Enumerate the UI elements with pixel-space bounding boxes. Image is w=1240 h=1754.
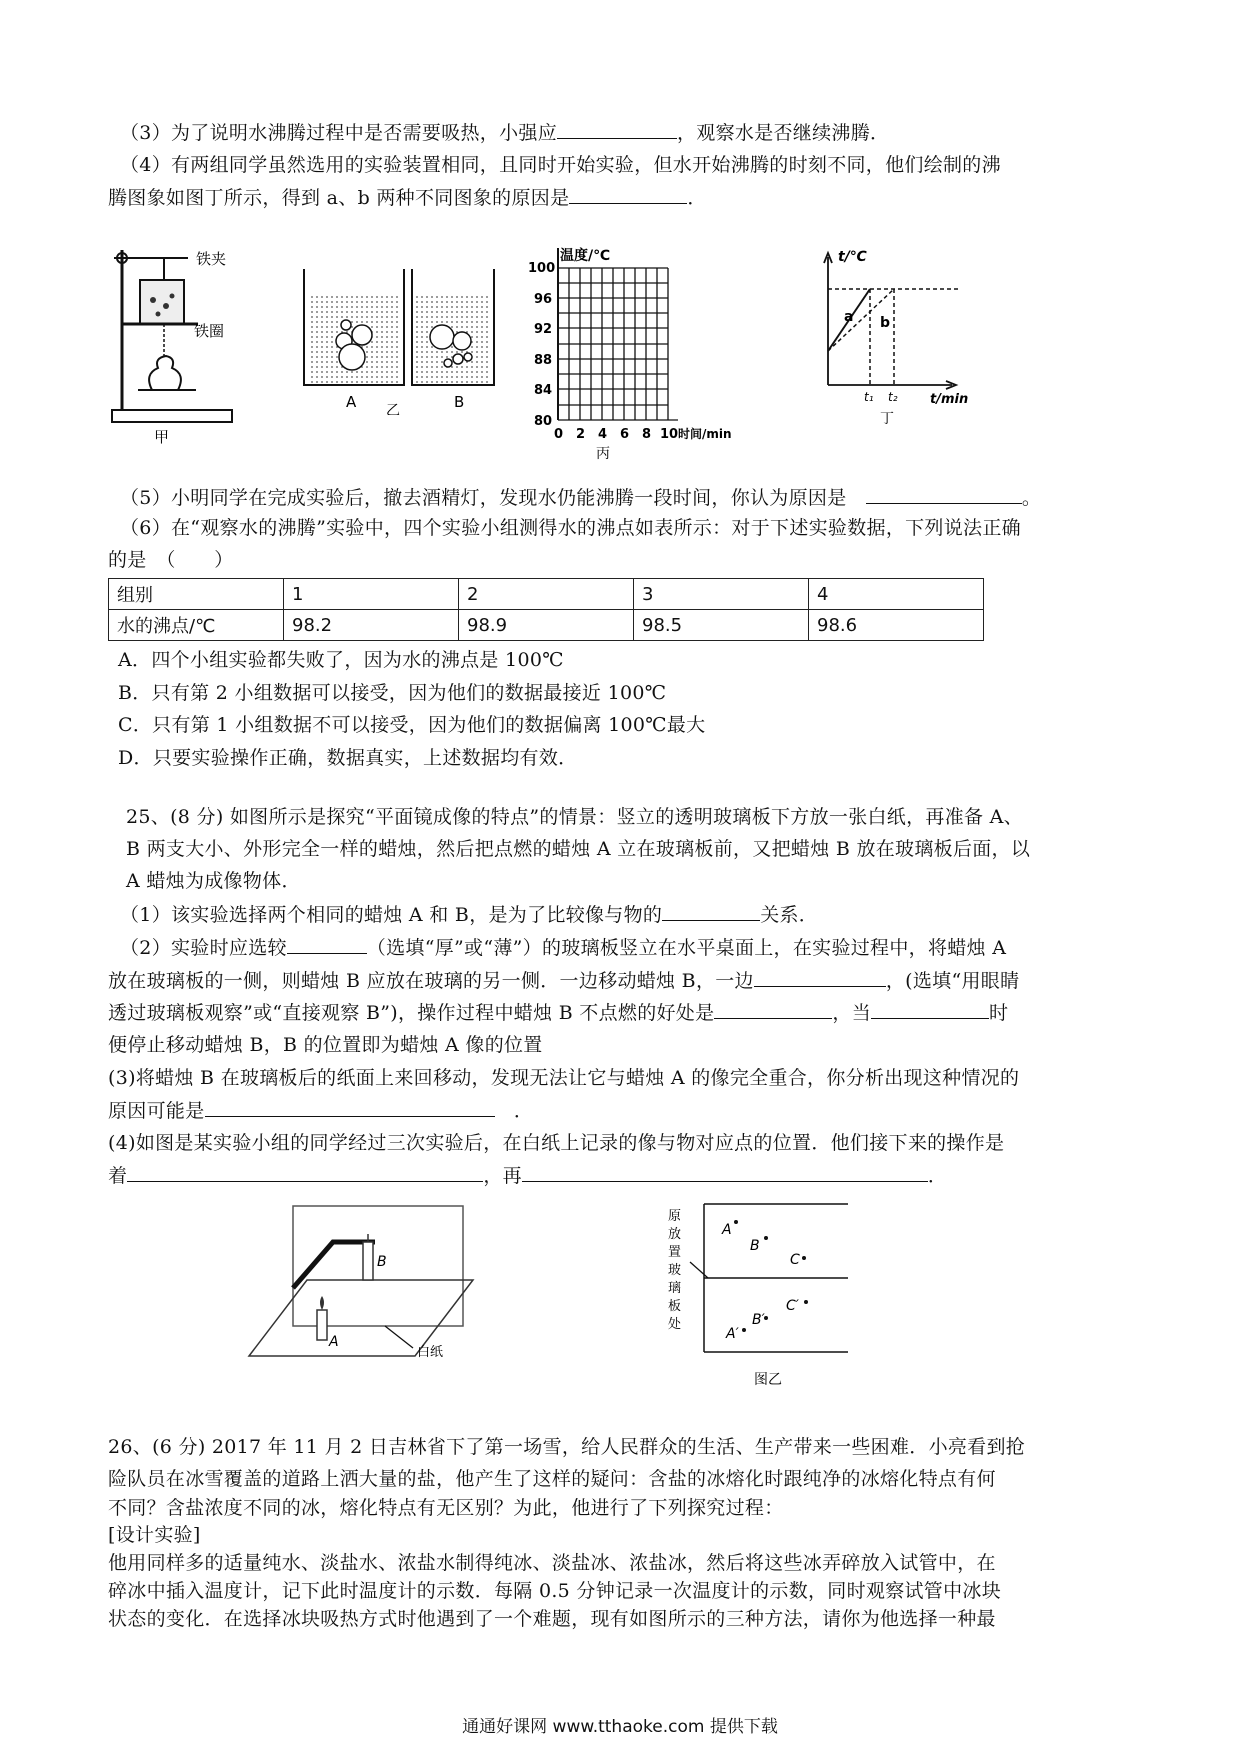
bing-xtick: 0	[554, 427, 564, 442]
side-label-char: 璃	[668, 1281, 682, 1296]
q25-line3: A 蜡烛为成像物体．	[126, 870, 301, 892]
bing-xtick: 10	[660, 427, 679, 442]
table-row	[109, 610, 984, 641]
table-cell: 98.5	[634, 610, 809, 641]
bing-ytick: 84	[534, 383, 553, 398]
q24-part5: （5）小明同学在完成实验后，撤去酒精灯，发现水仍能沸腾一段时间，你认为原因是 。	[120, 483, 1041, 512]
bing-ytick: 80	[534, 414, 553, 429]
side-label-char: 玻	[668, 1263, 682, 1278]
table-cell: 98.2	[284, 610, 459, 641]
figure-yi	[300, 265, 495, 415]
bing-ytick: 88	[534, 353, 553, 368]
q25-part2-line4: 便停止移动蜡烛 B，B 的位置即为蜡烛 A 像的位置	[108, 1034, 543, 1056]
q25-part1-blank[interactable]	[662, 900, 760, 921]
figure-bing	[520, 240, 745, 462]
label-yi-b: B	[454, 393, 465, 411]
bing-xtick: 4	[598, 427, 608, 442]
bing-ytick: 96	[534, 292, 553, 307]
label-tiejia: 铁夹	[196, 250, 227, 268]
q26-line3: 不同？含盐浓度不同的冰，熔化特点有无区别？为此，他进行了下列探究过程：	[108, 1497, 784, 1519]
figure-yi-points	[662, 1200, 852, 1390]
table-cell: 水的沸点/℃	[109, 610, 284, 641]
table-cell: 组别	[109, 579, 284, 610]
ding-t1: t₁	[864, 390, 874, 404]
q24-part4-line1: （4）有两组同学虽然选用的实验装置相同，且同时开始实验，但水开始沸腾的时刻不同，他们绘制的沸	[120, 154, 1001, 176]
q25-part4-line1: (4)如图是某实验小组的同学经过三次实验后，在白纸上记录的像与物对应点的位置．他们接下来的操作是	[108, 1132, 1005, 1154]
q25-part4-blank1[interactable]	[127, 1161, 483, 1182]
q26-line1: 26、(6 分) 2017 年 11 月 2 日吉林省下了第一场雪，给人民群众的生活、生产带来一些困难．小亮看到抢	[108, 1436, 1026, 1458]
label-candle-a: A	[329, 1334, 339, 1350]
table-cell: 98.6	[809, 610, 984, 641]
point-c-prime: C′	[786, 1298, 799, 1314]
ding-label-a: a	[844, 309, 854, 325]
ding-t2: t₂	[888, 390, 898, 404]
q25-part2-blank1[interactable]	[287, 933, 367, 954]
table-cell: 4	[809, 579, 984, 610]
point-c: C	[790, 1252, 800, 1268]
q25-part2-line3: 透过玻璃板观察”或“直接观察 B”)，操作过程中蜡烛 B 不点燃的好处是 ，当 时	[108, 998, 1008, 1027]
option-b[interactable]: B．只有第 2 小组数据可以接受，因为他们的数据最接近 100℃	[118, 682, 667, 704]
q24-part4-blank[interactable]	[569, 183, 687, 204]
option-d[interactable]: D．只要实验操作正确，数据真实，上述数据均有效．	[118, 747, 578, 769]
point-a-prime: A′	[726, 1326, 739, 1342]
bing-xtick: 6	[620, 427, 630, 442]
figure-jia	[108, 240, 258, 445]
q25-part3-line1: (3)将蜡烛 B 在玻璃板后的纸面上来回移动，发现无法让它与蜡烛 A 的像完全重合，你分析出现这种情况的	[108, 1067, 1020, 1089]
figure-ding	[810, 245, 985, 430]
side-label-char: 置	[668, 1245, 682, 1260]
q26-line5: 他用同样多的适量纯水、淡盐水、浓盐水制得纯冰、淡盐冰、浓盐冰，然后将这些冰弄碎放入试管中，在	[108, 1552, 996, 1574]
q25-part1: （1）该实验选择两个相同的蜡烛 A 和 B，是为了比较像与物的 关系．	[120, 900, 818, 929]
point-b-prime: B′	[752, 1312, 765, 1328]
point-a: A	[722, 1222, 732, 1238]
label-candle-b: B	[377, 1254, 387, 1270]
q24-part6-line2: 的是 （ ）	[108, 549, 234, 571]
q25-part2-line2: 放在玻璃板的一侧，则蜡烛 B 应放在玻璃的另一侧．一边移动蜡烛 B，一边 ，(选填“用眼睛	[108, 966, 1019, 995]
table-row	[109, 579, 984, 610]
q26-line6: 碎冰中插入温度计，记下此时温度计的示数．每隔 0.5 分钟记录一次温度计的示数，同时观察试管中冰块	[108, 1580, 1001, 1602]
q25-part4-blank2[interactable]	[522, 1161, 928, 1182]
side-label-char: 处	[668, 1317, 682, 1332]
q25-part4-line2: 着 ，再 ．	[108, 1161, 947, 1190]
q24-part4-line2: 腾图象如图丁所示，得到 a、b 两种不同图象的原因是 ．	[108, 183, 707, 212]
ding-ylabel: t/℃	[838, 249, 867, 265]
side-label-char: 放	[668, 1227, 682, 1242]
point-b: B	[750, 1238, 760, 1254]
ding-label-b: b	[880, 315, 891, 331]
caption-jia: 甲	[154, 428, 170, 445]
q25-part2-line1: （2）实验时应选较 （选填“厚”或“薄”）的玻璃板竖立在水平桌面上，在实验过程中，将蜡烛 A	[120, 933, 1006, 962]
q25-part2-blank3[interactable]	[714, 998, 832, 1019]
q25-line2: B 两支大小、外形完全一样的蜡烛，然后把点燃的蜡烛 A 立在玻璃板前，又把蜡烛 B 放在玻璃板后面，以	[126, 838, 1031, 860]
caption-bing: 丙	[596, 446, 610, 462]
figure-mirror-setup	[245, 1198, 480, 1363]
table-cell: 2	[459, 579, 634, 610]
q25-line1: 25、(8 分) 如图所示是探究“平面镜成像的特点”的情景：竖立的透明玻璃板下方放一张白纸，再准备 A、	[126, 806, 1023, 828]
caption-ding: 丁	[880, 411, 894, 427]
q25-part3-blank[interactable]	[205, 1096, 495, 1117]
caption-tu-yi: 图乙	[754, 1372, 782, 1388]
table-cell: 98.9	[459, 610, 634, 641]
ding-xlabel: t/min	[930, 392, 969, 407]
bing-ytick: 92	[534, 322, 553, 337]
bing-xlabel: 时间/min	[678, 427, 732, 441]
label-white-paper: 白纸	[417, 1345, 444, 1360]
caption-yi: 乙	[386, 403, 400, 415]
bing-ytick: 100	[528, 261, 556, 276]
bing-xtick: 2	[576, 427, 586, 442]
bing-ylabel: 温度/℃	[560, 248, 611, 264]
table-cell: 3	[634, 579, 809, 610]
q25-part2-blank4[interactable]	[871, 998, 989, 1019]
q25-part2-blank2[interactable]	[754, 966, 886, 987]
q24-part3-blank[interactable]	[557, 118, 677, 139]
side-label-char: 板	[668, 1299, 682, 1314]
q24-part5-blank[interactable]	[866, 483, 1022, 504]
option-c[interactable]: C．只有第 1 小组数据不可以接受，因为他们的数据偏离 100℃最大	[118, 714, 706, 736]
option-a[interactable]: A．四个小组实验都失败了，因为水的沸点是 100℃	[118, 649, 564, 671]
q25-part3-line2: 原因可能是 ．	[108, 1096, 533, 1125]
side-label-char: 原	[668, 1209, 682, 1224]
q24-part3: （3）为了说明水沸腾过程中是否需要吸热，小强应 ，观察水是否继续沸腾．	[120, 118, 889, 147]
boiling-point-table	[108, 578, 984, 641]
label-tiequan: 铁圈	[194, 322, 225, 340]
q26-line2: 险队员在冰雪覆盖的道路上洒大量的盐，他产生了这样的疑问：含盐的冰熔化时跟纯净的冰熔化特点有何	[108, 1468, 996, 1490]
q26-line4: [设计实验]	[108, 1524, 201, 1546]
table-cell: 1	[284, 579, 459, 610]
label-yi-a: A	[346, 393, 357, 411]
q24-part6-line1: （6）在“观察水的沸腾”实验中，四个实验小组测得水的沸点如表所示：对于下述实验数据，下列说法正确	[120, 517, 1021, 539]
bing-xtick: 8	[642, 427, 652, 442]
q26-line7: 状态的变化．在选择冰块吸热方式时他遇到了一个难题，现有如图所示的三种方法，请你为他选择一种最	[108, 1608, 996, 1630]
page-footer: 通通好课网 www.tthaoke.com 提供下载	[462, 1717, 778, 1737]
